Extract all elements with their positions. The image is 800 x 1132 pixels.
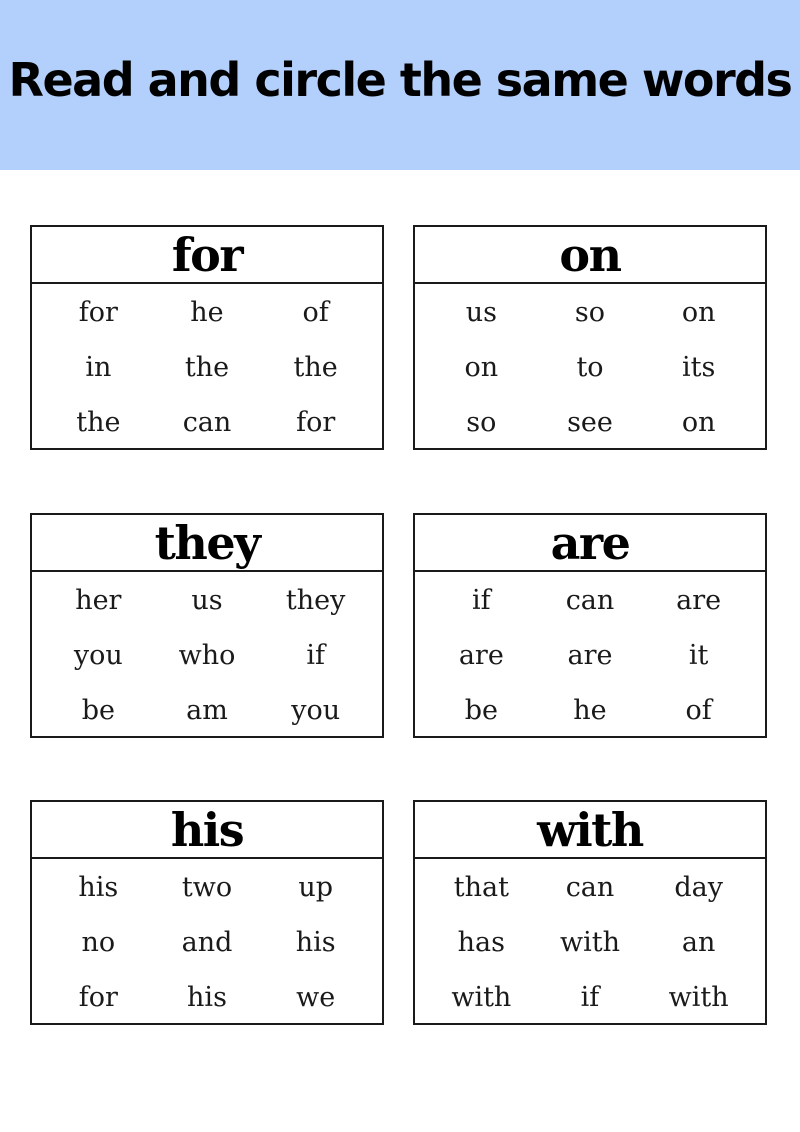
word-item[interactable]: his — [78, 872, 119, 903]
word-item[interactable]: so — [574, 297, 606, 328]
word-item[interactable]: if — [306, 640, 325, 671]
target-word: his — [170, 802, 244, 857]
word-item[interactable]: its — [681, 352, 716, 383]
word-item[interactable]: the — [293, 352, 338, 383]
word-item[interactable]: are — [567, 640, 613, 671]
word-card-on — [413, 225, 767, 450]
word-item[interactable]: of — [302, 297, 329, 328]
page-title: Read and circle the same words — [8, 53, 792, 107]
word-card-are — [413, 513, 767, 738]
target-word: are — [550, 515, 630, 570]
header-banner — [0, 0, 800, 170]
word-item[interactable]: be — [81, 695, 115, 726]
card-header — [32, 802, 382, 859]
word-item[interactable]: can — [565, 585, 615, 616]
word-item[interactable]: they — [285, 585, 346, 616]
word-item[interactable]: of — [685, 695, 712, 726]
word-item[interactable]: we — [296, 982, 336, 1013]
card-header — [32, 227, 382, 284]
word-item[interactable]: with — [668, 982, 729, 1013]
word-item[interactable]: see — [567, 407, 613, 438]
word-item[interactable]: are — [458, 640, 504, 671]
word-item[interactable]: who — [178, 640, 236, 671]
word-item[interactable]: his — [295, 927, 336, 958]
card-header — [415, 227, 765, 284]
word-item[interactable]: day — [674, 872, 723, 903]
word-item[interactable]: us — [465, 297, 497, 328]
word-item[interactable]: he — [190, 297, 224, 328]
word-item[interactable]: for — [78, 297, 118, 328]
word-item[interactable]: that — [453, 872, 509, 903]
word-item[interactable]: and — [181, 927, 233, 958]
word-item[interactable]: up — [298, 872, 333, 903]
card-header — [415, 802, 765, 859]
word-item[interactable]: with — [559, 927, 620, 958]
word-item[interactable]: you — [291, 695, 341, 726]
word-card-his — [30, 800, 384, 1025]
word-card-for — [30, 225, 384, 450]
word-grid — [415, 284, 765, 450]
word-item[interactable]: on — [681, 407, 716, 438]
word-grid — [415, 572, 765, 738]
word-item[interactable]: us — [191, 585, 223, 616]
word-item[interactable]: two — [181, 872, 233, 903]
word-item[interactable]: it — [688, 640, 709, 671]
word-item[interactable]: his — [187, 982, 227, 1013]
word-item[interactable]: with — [451, 982, 512, 1013]
word-grid — [32, 572, 382, 738]
word-item[interactable]: for — [296, 407, 336, 438]
word-item[interactable]: be — [464, 695, 498, 726]
word-item[interactable]: for — [78, 982, 118, 1013]
word-item[interactable]: can — [182, 407, 232, 438]
word-card-with — [413, 800, 767, 1025]
word-item[interactable]: in — [85, 352, 112, 383]
word-item[interactable]: the — [184, 352, 230, 383]
word-item[interactable]: has — [457, 927, 505, 958]
word-item[interactable]: can — [565, 872, 615, 903]
target-word: for — [171, 227, 243, 282]
word-item[interactable]: if — [580, 982, 600, 1013]
word-item[interactable]: so — [466, 407, 497, 438]
word-item[interactable]: am — [186, 695, 228, 726]
word-item[interactable]: you — [73, 640, 123, 671]
word-item[interactable]: on — [681, 297, 716, 328]
word-item[interactable]: the — [76, 407, 121, 438]
word-item[interactable]: no — [81, 927, 116, 958]
card-header — [415, 515, 765, 572]
word-grid — [415, 859, 765, 1025]
word-item[interactable]: to — [576, 352, 604, 383]
word-item[interactable]: her — [75, 585, 122, 616]
word-card-they — [30, 513, 384, 738]
word-item[interactable]: an — [681, 927, 716, 958]
word-grid — [32, 284, 382, 450]
word-grid — [32, 859, 382, 1025]
target-word: they — [154, 515, 260, 570]
card-header — [32, 515, 382, 572]
target-word: on — [559, 227, 621, 282]
word-item[interactable]: are — [676, 585, 722, 616]
word-item[interactable]: if — [472, 585, 491, 616]
word-item[interactable]: he — [573, 695, 607, 726]
target-word: with — [537, 802, 643, 857]
word-item[interactable]: on — [464, 352, 499, 383]
